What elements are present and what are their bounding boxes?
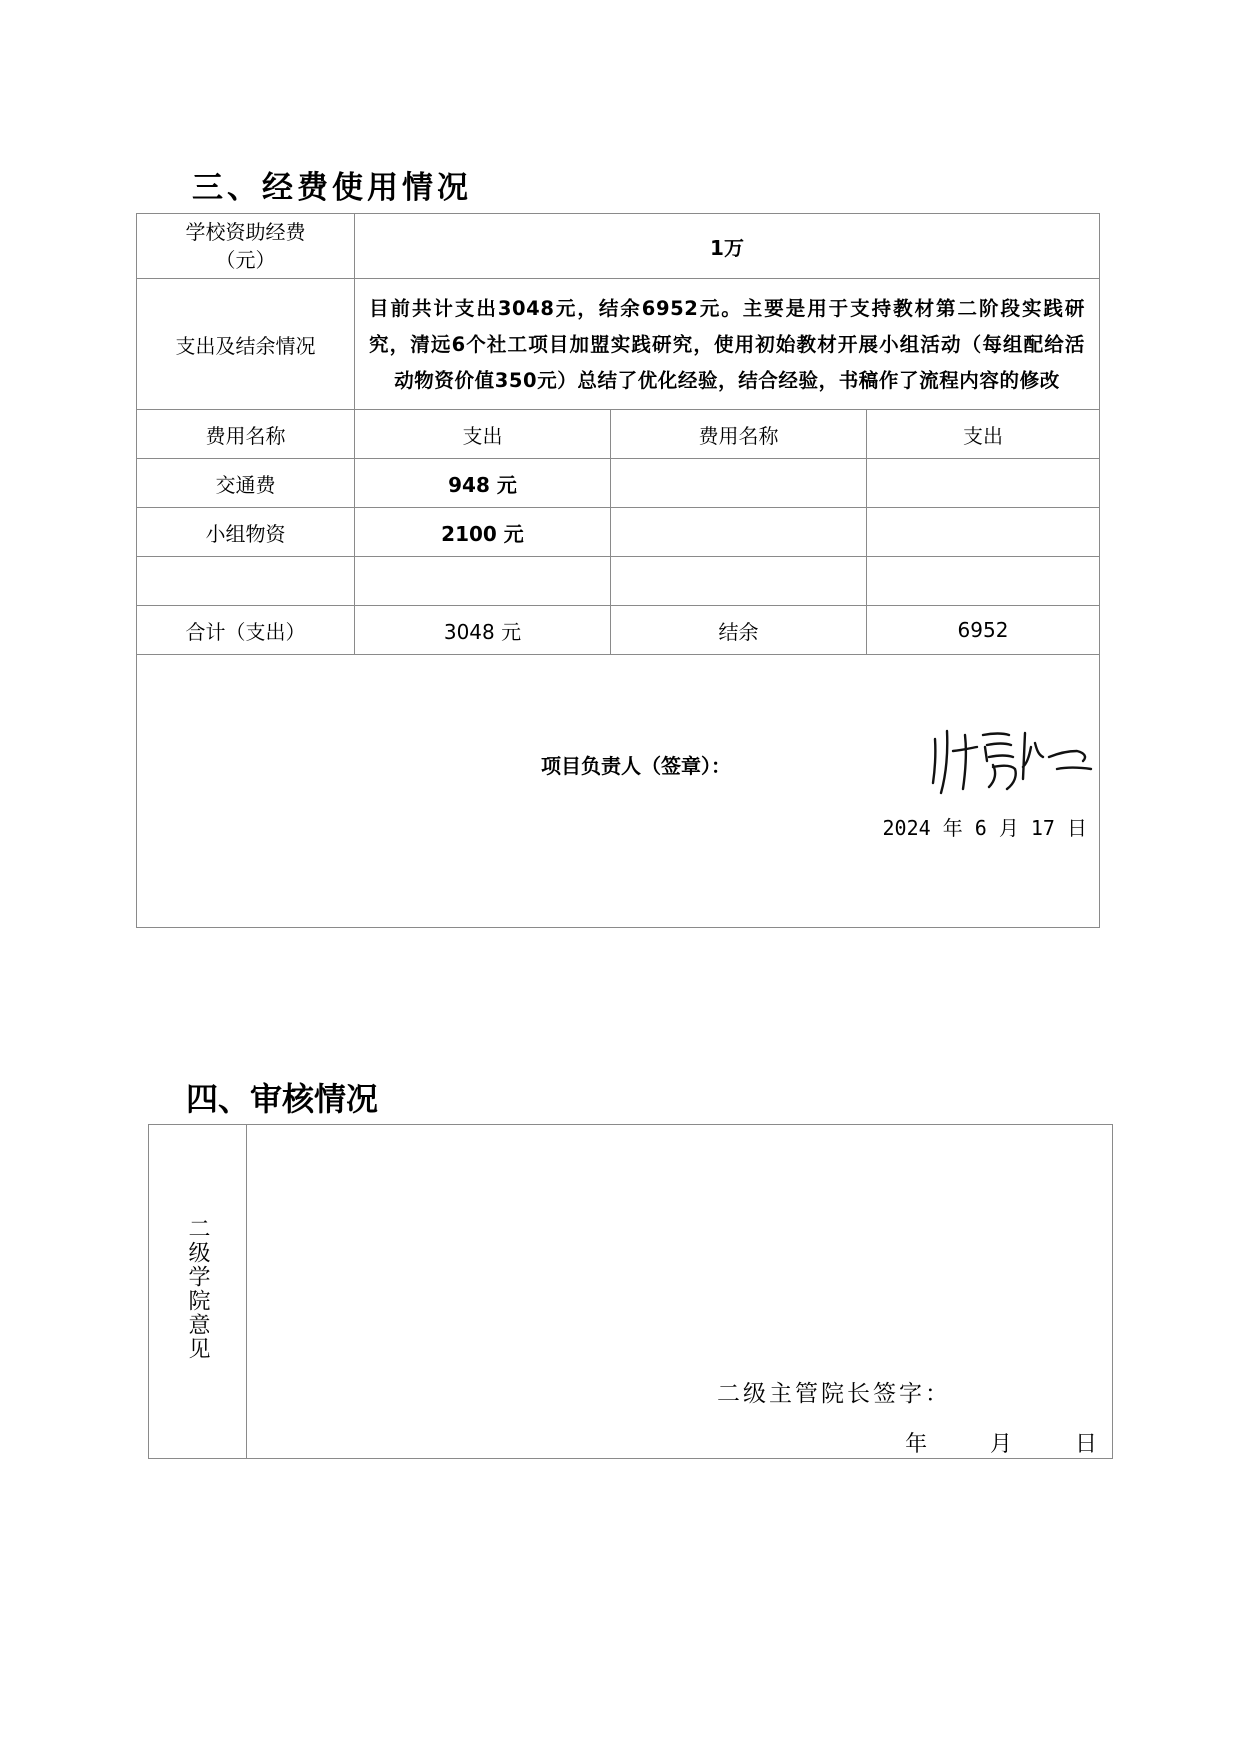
cost-amount [867,459,1100,508]
table-row [137,508,1100,557]
cost-amount [867,557,1100,606]
cost-name: 交通费 [137,459,355,508]
table-row [137,459,1100,508]
cost-name: 小组物资 [137,508,355,557]
cost-name [611,557,867,606]
cost-name [137,557,355,606]
cost-amount [867,508,1100,557]
balance-label: 结余 [611,606,867,655]
section-title-review: 四、审核情况 [186,1080,379,1118]
signature-cell [137,655,1100,928]
review-row [149,1125,1113,1459]
review-date: 年 月 日 [905,1432,1100,1457]
college-opinion-label: 二级学院意见 [185,1217,210,1361]
signature-label: 项目负责人（签章）： [541,754,731,778]
cost-amount: 2100 元 [355,508,611,557]
signature-date: 2024 年 6 月 17 日 [882,816,1087,840]
dean-signature-label: 二级主管院长签字： [717,1381,951,1407]
handwritten-signature [927,717,1097,797]
cost-name [611,508,867,557]
funding-table [136,213,1100,928]
header-expense-1: 支出 [355,410,611,459]
expenditure-label: 支出及结余情况 [137,279,355,410]
funding-label [137,214,355,279]
header-cost-name-1: 费用名称 [137,410,355,459]
expenditure-row [137,279,1100,410]
header-row [137,410,1100,459]
cost-name [611,459,867,508]
review-table [148,1124,1113,1459]
funding-amount: 1万 [355,214,1100,279]
cost-amount: 948 元 [355,459,611,508]
funding-label-line2: （元） [215,248,276,272]
signature-row [137,655,1100,928]
total-label: 合计（支出） [137,606,355,655]
cost-amount [355,557,611,606]
opinion-area[interactable] [247,1125,1113,1459]
section-title-funding: 三、经费使用情况 [192,170,472,206]
total-row [137,606,1100,655]
header-cost-name-2: 费用名称 [611,410,867,459]
table-row [137,557,1100,606]
funding-label-line1: 学校资助经费 [185,220,306,244]
balance-amount: 6952 [867,606,1100,655]
funding-row [137,214,1100,279]
college-opinion-label-cell [149,1125,247,1459]
expenditure-description: 目前共计支出3048元，结余6952元。主要是用于支持教材第二阶段实践研究，清远6个社工项目加盟实践研究，使用初始教材开展小组活动（每组配给活动物资价值350元）总结了优化经验，结合经验，书稿作了流程内容的修改 [355,279,1100,410]
total-amount: 3048 元 [355,606,611,655]
header-expense-2: 支出 [867,410,1100,459]
